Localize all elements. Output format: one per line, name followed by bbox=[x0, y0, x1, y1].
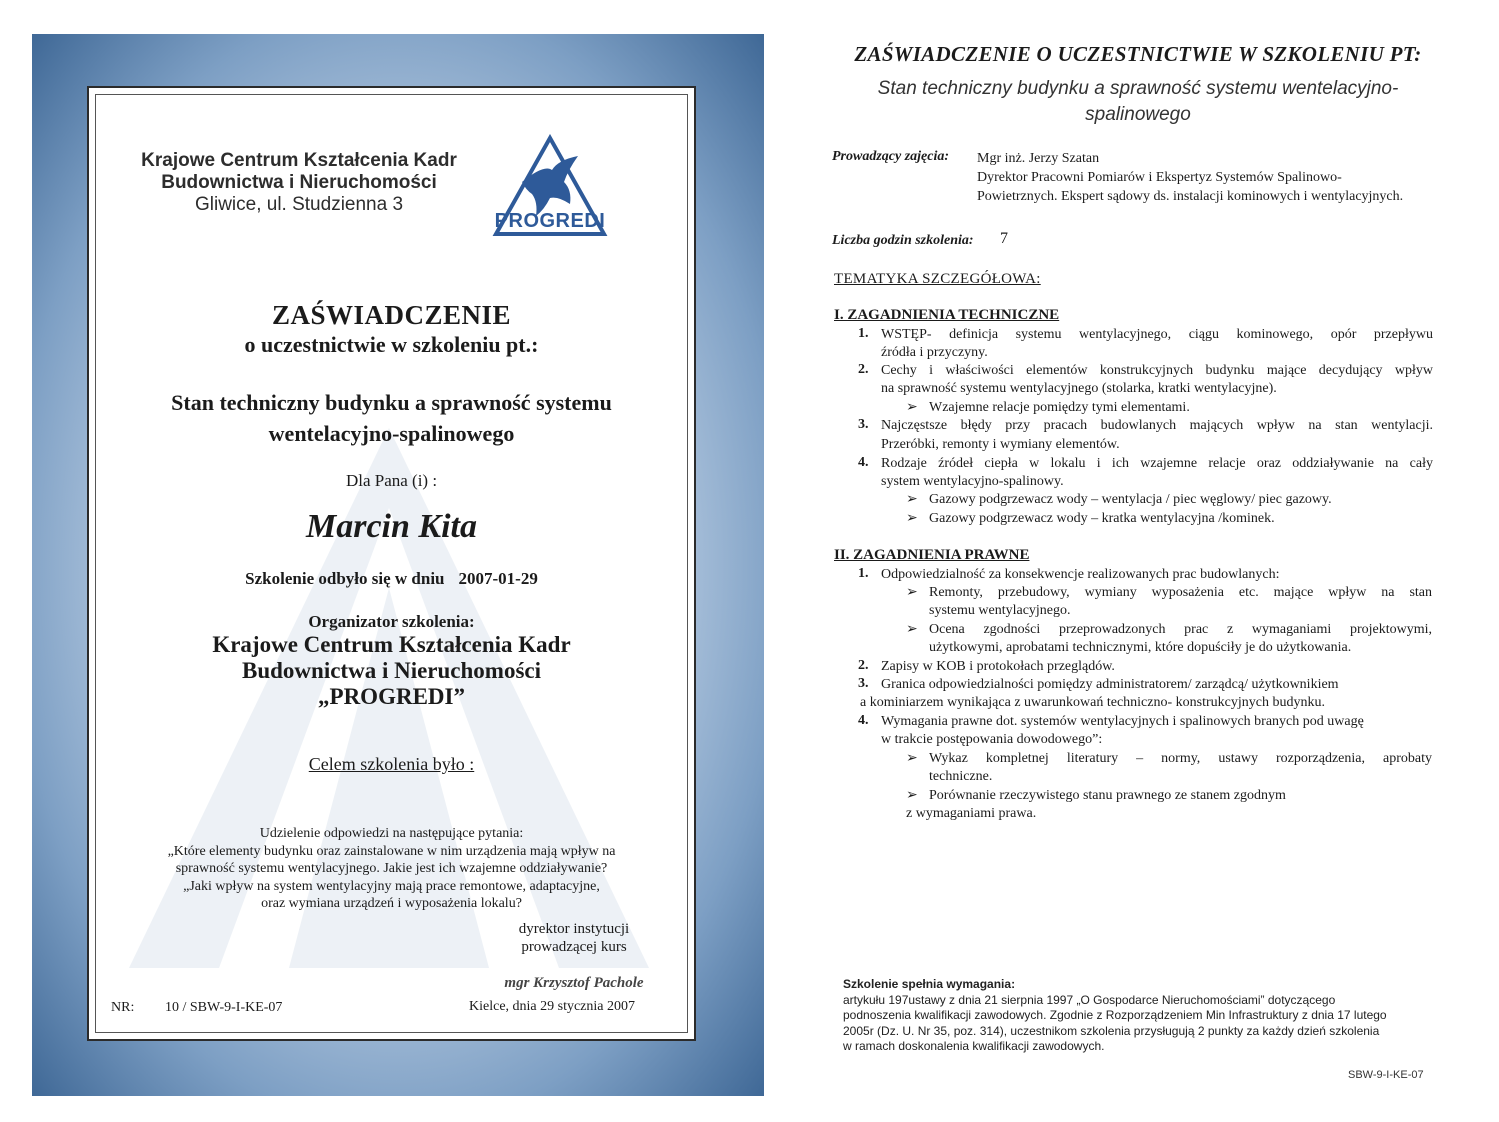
organizer-line2: Budownictwa i Nieruchomości bbox=[242, 658, 541, 683]
list-item: Najczęstsze błędy przy pracach budowlanych mających wpływ na stan wentylacji. bbox=[881, 418, 1433, 433]
detail-heading: TEMATYKA SZCZEGÓŁOWA: bbox=[834, 271, 1041, 287]
certificate bbox=[87, 86, 696, 1041]
list-item-cont: Przeróbki, remonty i wymiany elementów. bbox=[881, 437, 1120, 452]
organizer-line1: Krajowe Centrum Kształcenia Kadr bbox=[212, 632, 571, 657]
logo-text: PROGREDI bbox=[494, 210, 606, 232]
list-number: 4. bbox=[858, 713, 869, 728]
sig-line2: prowadzącej kurs bbox=[521, 939, 627, 955]
requirements-note bbox=[843, 977, 1443, 1055]
date-value: 2007-01-29 bbox=[458, 569, 538, 588]
arrowhead-bullet-icon: ➢ bbox=[906, 751, 918, 766]
topic-line1: Stan techniczny budynku a sprawność systemu bbox=[171, 390, 612, 415]
question-line: sprawność systemu wentylacyjnego. Jakie jest ich wzajemne oddziaływanie? bbox=[175, 861, 608, 876]
program-subtitle bbox=[832, 76, 1444, 128]
organization-header bbox=[89, 150, 509, 216]
nr-label: NR: bbox=[111, 1000, 135, 1015]
arrowhead-bullet-icon: ➢ bbox=[906, 511, 918, 526]
requirements-line: podnoszenia kwalifikacji zawodowych. Zgodnie z Rozporządzeniem Min Infrastruktury z dnia 17 lutego bbox=[843, 1008, 1387, 1023]
list-number: 3. bbox=[858, 676, 869, 691]
aim-label: Celem szkolenia było : bbox=[308, 754, 475, 774]
arrowhead-bullet-icon: ➢ bbox=[906, 400, 918, 415]
recipient-label: Dla Pana (i) : bbox=[345, 471, 438, 490]
certificate-title: ZAŚWIADCZENIE bbox=[271, 300, 512, 330]
org-name-line1: Krajowe Centrum Kształcenia Kadr bbox=[141, 150, 457, 171]
sig-line1: dyrektor instytucji bbox=[518, 921, 630, 937]
list-number: 4. bbox=[858, 455, 869, 470]
list-item-cont: a kominiarzem wynikająca z uwarunkowań techniczno- konstrukcyjnych budynku. bbox=[860, 695, 1325, 710]
signatory-title bbox=[499, 920, 649, 956]
org-address: Gliwice, ul. Studzienna 3 bbox=[194, 194, 404, 215]
requirements-line: artykułu 197ustawy z dnia 21 sierpnia 1997 „O Gospodarce Nieruchomościami” dotyczącego bbox=[843, 992, 1336, 1007]
lead-label: Prowadzący zajęcia: bbox=[832, 149, 950, 164]
organizer-line3: „PROGREDI” bbox=[318, 684, 465, 709]
document-code: SBW-9-I-KE-07 bbox=[1348, 1069, 1424, 1081]
arrowhead-bullet-icon: ➢ bbox=[906, 788, 918, 803]
sub-item: Remonty, przebudowy, wymiany wyposażenia etc. mające wpływ na stan bbox=[929, 585, 1432, 600]
requirements-line: w ramach doskonalenia kwalifikacji zawodowych. bbox=[843, 1039, 1105, 1054]
sub-item: Porównanie rzeczywistego stanu prawnego ze stanem zgodnym bbox=[929, 788, 1286, 803]
list-number: 1. bbox=[858, 566, 869, 581]
list-number: 1. bbox=[858, 326, 869, 341]
place-date: Kielce, dnia 29 stycznia 2007 bbox=[469, 999, 636, 1014]
section-technical-title: I. ZAGADNIENIA TECHNICZNE bbox=[834, 307, 1060, 323]
arrowhead-bullet-icon: ➢ bbox=[906, 622, 918, 637]
question-line: „Jaki wpływ na system wentylacyjny mają prace remontowe, adaptacyjne, bbox=[183, 878, 600, 894]
hours-value: 7 bbox=[1000, 230, 1008, 247]
subtitle-line1: Stan techniczny budynku a sprawność systemu wentelacyjno- bbox=[877, 78, 1399, 99]
list-item: Odpowiedzialność za konsekwencje realizowanych prac budowlanych: bbox=[881, 567, 1280, 582]
sub-item: Ocena zgodności przeprowadzonych prac z wymaganiami projektowymi, bbox=[929, 622, 1432, 637]
arrowhead-bullet-icon: ➢ bbox=[906, 492, 918, 507]
subtitle-line2: spalinowego bbox=[1085, 104, 1191, 125]
list-number: 3. bbox=[858, 417, 869, 432]
sub-item: Wzajemne relacje pomiędzy tymi elementami. bbox=[929, 400, 1190, 415]
requirements-line: 2005r (Dz. U. Nr 35, poz. 314), uczestnikom szkolenia przysługują 2 punkty za każdy dzień szkolenia bbox=[843, 1023, 1380, 1038]
section-legal-title: II. ZAGADNIENIA PRAWNE bbox=[834, 547, 1030, 563]
recipient-name: Marcin Kita bbox=[306, 508, 477, 545]
list-item: Rodzaje źródeł ciepła w lokalu i ich wzajemne relacje oraz oddziaływanie na cały bbox=[881, 456, 1433, 471]
topic-line2: wentelacyjno-spalinowego bbox=[268, 421, 515, 446]
list-item: Cechy i właściwości elementów konstrukcyjnych budynku mające decydujący wpływ bbox=[881, 363, 1433, 378]
list-item-cont: na sprawność systemu wentylacyjnego (stolarka, kratki wentylacyjne). bbox=[881, 381, 1277, 396]
sub-item: Gazowy podgrzewacz wody – wentylacja / piec węglowy/ piec gazowy. bbox=[929, 492, 1332, 507]
organizer-name bbox=[89, 632, 694, 710]
question-line: oraz wymiana urządzeń i wyposażenia lokalu? bbox=[261, 896, 522, 911]
list-item-cont: system wentylacyjno-spalinowy. bbox=[881, 474, 1064, 489]
question-line: „Które elementy budynku oraz zainstalowane w nim urządzenia mają wpływ na bbox=[167, 843, 616, 859]
sub-item-cont: z wymaganiami prawa. bbox=[906, 806, 1037, 821]
lead-value bbox=[977, 149, 1457, 206]
list-number: 2. bbox=[858, 658, 869, 673]
certificate-subtitle: o uczestnictwie w szkoleniu pt.: bbox=[244, 332, 539, 357]
list-item-cont: źródła i przyczyny. bbox=[881, 345, 988, 360]
lead-line2: Dyrektor Pracowni Pomiarów i Ekspertyz Systemów Spalinowo- bbox=[977, 170, 1342, 185]
date-label: Szkolenie odbyło się w dniu bbox=[245, 569, 445, 588]
arrowhead-bullet-icon: ➢ bbox=[906, 585, 918, 600]
list-item: Zapisy w KOB i protokołach przeglądów. bbox=[881, 659, 1115, 674]
org-name-line2: Budownictwa i Nieruchomości bbox=[161, 172, 437, 193]
training-date bbox=[89, 569, 694, 589]
question-line: Udzielenie odpowiedzi na następujące pytania: bbox=[259, 826, 524, 841]
list-item-cont: w trakcie postępowania dowodowego”: bbox=[881, 732, 1103, 747]
requirements-title: Szkolenie spełnia wymagania: bbox=[843, 977, 1016, 991]
list-number: 2. bbox=[858, 362, 869, 377]
sub-item-cont: systemu wentylacyjnego. bbox=[929, 603, 1071, 618]
lead-line1: Mgr inż. Jerzy Szatan bbox=[977, 151, 1100, 166]
sub-item-cont: użytkowymi, aprobatami technicznymi, które dopuściły je do użytkowania. bbox=[929, 640, 1352, 655]
nr-value: 10 / SBW-9-I-KE-07 bbox=[165, 1000, 283, 1015]
list-item: Wymagania prawne dot. systemów wentylacyjnych i spalinowych branych pod uwagę bbox=[881, 714, 1364, 729]
lead-line3: Powietrznych. Ekspert sądowy ds. instalacji kominowych i wentylacyjnych. bbox=[977, 189, 1404, 204]
list-item: WSTĘP- definicja systemu wentylacyjnego, ciągu kominowego, opór przepływu bbox=[881, 327, 1433, 342]
program-title: ZAŚWIADCZENIE O UCZESTNICTWIE W SZKOLENIU PT: bbox=[854, 42, 1422, 66]
sub-item-cont: techniczne. bbox=[929, 769, 993, 784]
hours-label: Liczba godzin szkolenia: bbox=[832, 233, 974, 248]
organizer-label: Organizator szkolenia: bbox=[308, 612, 475, 631]
sub-item: Wykaz kompletnej literatury – normy, ustawy rozporządzenia, aprobaty bbox=[929, 751, 1432, 766]
list-item: Granica odpowiedzialności pomiędzy administratorem/ zarządcą/ użytkownikiem bbox=[881, 677, 1339, 692]
training-topic bbox=[89, 387, 694, 449]
training-questions bbox=[89, 825, 694, 913]
signatory-name: mgr Krzysztof Pachole bbox=[504, 975, 644, 991]
sub-item: Gazowy podgrzewacz wody – kratka wentylacyjna /kominek. bbox=[929, 511, 1275, 526]
